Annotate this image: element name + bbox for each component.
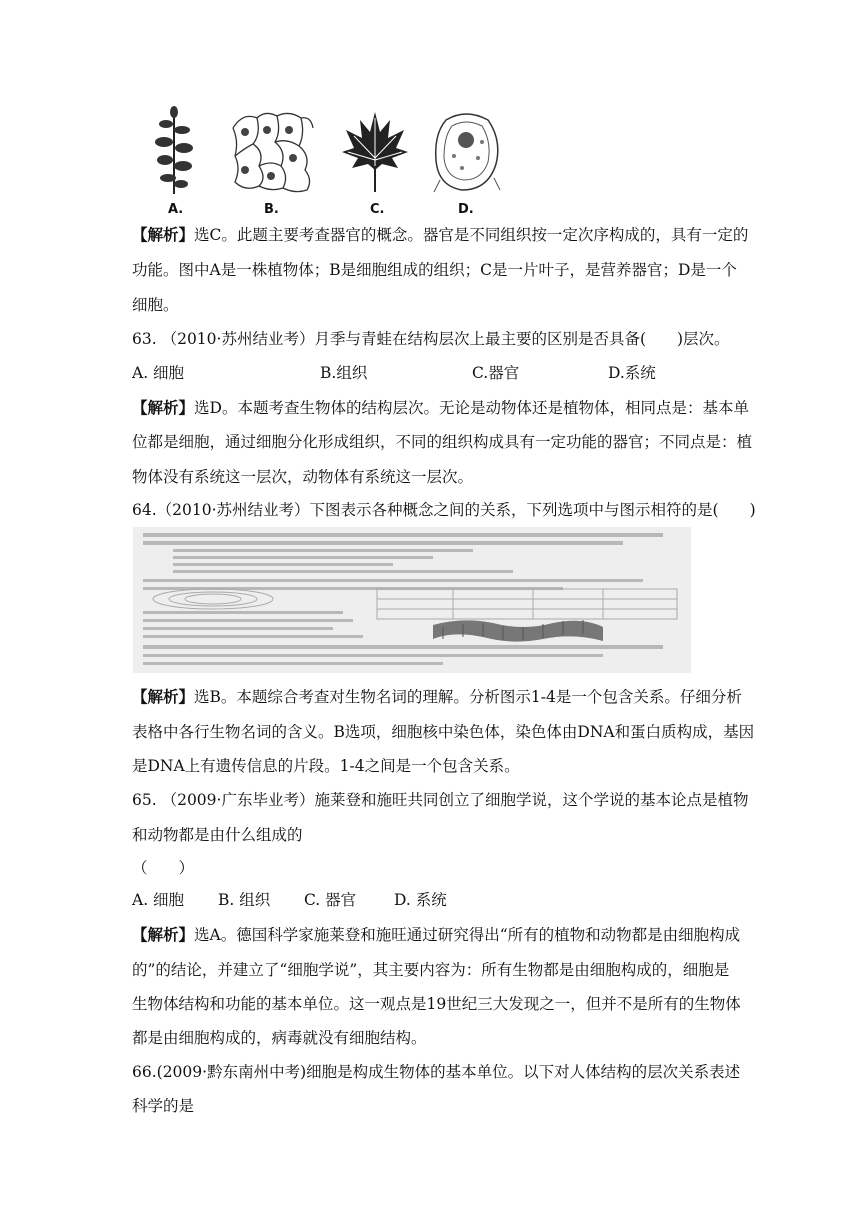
analysis-line: 【解析】选A。德国科学家施莱登和施旺通过研究得出“所有的植物和动物都是由细胞构成 [132, 925, 741, 944]
leaf-figure-c [340, 108, 410, 194]
analysis-line: 功能。图中A是一株植物体；B是细胞组成的组织；C是一片叶子，是营养器官；D是一个 [132, 261, 737, 279]
answer-blank: （ ） [132, 859, 195, 877]
plant-figure-a [152, 104, 196, 196]
tissue-figure-b [231, 108, 315, 194]
question-65-stem: 和动物都是由什么组成的 [132, 826, 303, 844]
question-63-stem: 63. （2010·苏州结业考）月季与青蛙在结构层次上最主要的区别是否具备( )层次。 [132, 330, 730, 348]
figure-label-a: A. [168, 202, 184, 217]
question-64-stem: 64.（2010·苏州结业考）下图表示各种概念之间的关系，下列选项中与图示相符的是( ) [132, 501, 756, 519]
analysis-line: 的”的结论，并建立了“细胞学说”，其主要内容为：所有生物都是由细胞构成的，细胞是 [132, 961, 730, 979]
option-d: D. 系统 [394, 891, 447, 909]
option-a: A. 细胞 [132, 891, 185, 909]
analysis-line: 细胞。 [132, 296, 179, 314]
analysis-line: 【解析】选D。本题考查生物体的结构层次。无论是动物体还是植物体，相同点是：基本单 [132, 398, 749, 417]
option-c: C. 器官 [304, 891, 357, 909]
analysis-line: 是DNA上有遗传信息的片段。1-4之间是一个包含关系。 [132, 757, 520, 775]
analysis-line: 【解析】选B。本题综合考查对生物名词的理解。分析图示1-4是一个包含关系。仔细分析 [132, 687, 742, 706]
question-66-stem: 66.(2009·黔东南州中考)细胞是构成生物体的基本单位。以下对人体结构的层次关系表述 [132, 1063, 741, 1081]
scanned-figure-drawing [133, 527, 691, 673]
option-a: A. 细胞 [132, 364, 185, 382]
figure-label-b: B. [264, 202, 279, 217]
analysis-line: 都是由细胞构成的，病毒就没有细胞结构。 [132, 1029, 427, 1047]
option-b: B. 组织 [218, 891, 271, 909]
figure-label-c: C. [370, 202, 385, 217]
analysis-line: 【解析】选C。此题主要考查器官的概念。器官是不同组织按一定次序构成的，具有一定的 [132, 225, 749, 244]
scanned-question-figure [133, 527, 691, 673]
figure-label-d: D. [458, 202, 474, 217]
option-d: D.系统 [608, 364, 656, 382]
analysis-line: 物体没有系统这一层次，动物体有系统这一层次。 [132, 468, 474, 486]
analysis-line: 生物体结构和功能的基本单位。这一观点是19世纪三大发现之一，但并不是所有的生物体 [132, 995, 741, 1013]
analysis-line: 位都是细胞，通过细胞分化形成组织，不同的组织构成具有一定功能的器官；不同点是：植 [132, 433, 753, 451]
analysis-line: 表格中各行生物名词的含义。B选项，细胞核中染色体，染色体由DNA和蛋白质构成，基因 [132, 723, 755, 741]
cell-figure-d [432, 110, 502, 194]
question-65-stem: 65. （2009·广东毕业考）施莱登和施旺共同创立了细胞学说，这个学说的基本论点是植物 [132, 791, 749, 809]
option-b: B.组织 [320, 364, 368, 382]
question-66-stem: 科学的是 [132, 1097, 195, 1115]
analysis-tag: 【解析】 [132, 398, 195, 417]
analysis-tag: 【解析】 [132, 687, 195, 706]
analysis-tag: 【解析】 [132, 225, 195, 244]
analysis-tag: 【解析】 [132, 925, 195, 944]
option-c: C.器官 [472, 364, 520, 382]
